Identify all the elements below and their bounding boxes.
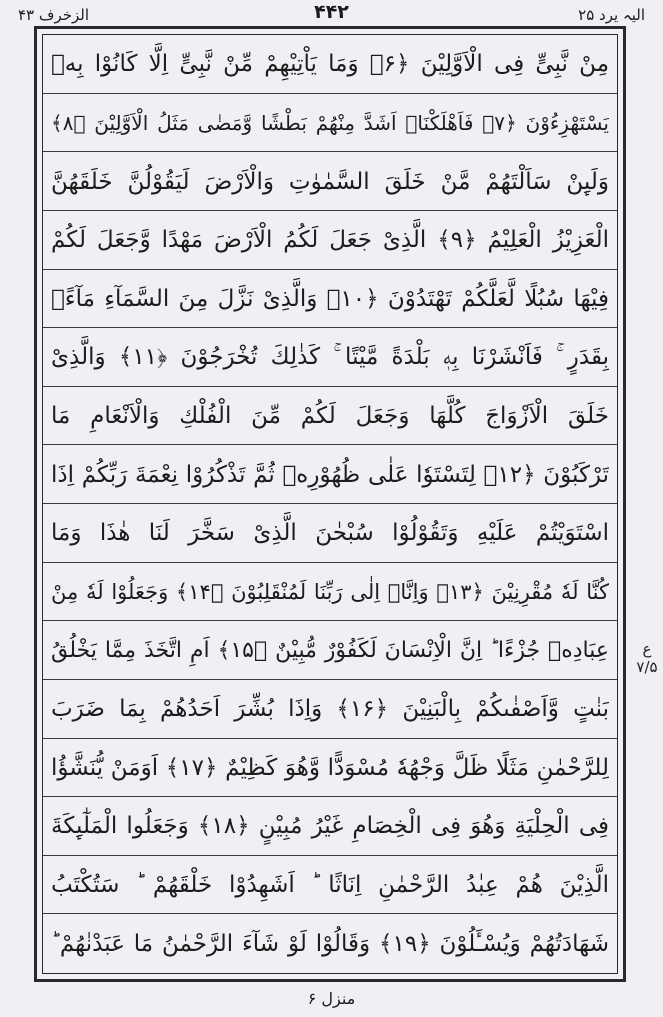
verse-line	[43, 387, 617, 446]
verse-line-text: وَلَىِٕنْ سَاَلْتَهُمْ مَّنْ خَلَقَ السَّمٰوٰتِ وَالْاَرْضَ لَیَقُوْلُنَّ خَلَقَهُنَّ	[51, 168, 609, 195]
verse-line-text: اسْتَوَیْتُمْ عَلَیْهِ وَتَقُوْلُوْا سُبْحٰنَ الَّذِیْ سَخَّرَ لَنَا هٰذَا وَمَا	[51, 520, 609, 547]
text-frame-inner	[42, 34, 618, 974]
manzil-footer: منزل ۶	[307, 989, 356, 1008]
verse-line-text: لِلرَّحْمٰنِ مَثَلًا ظَلَّ وَجْهُهٗ مُسْوَدًّا وَّهُوَ كَظِیْمٌ ﴿۱۷﴾ اَوَمَنْ یُّنَشَّؤُا	[51, 754, 609, 781]
verse-line	[43, 856, 617, 915]
page-header	[0, 2, 663, 28]
verse-line-text: یَسْتَهْزِءُوْنَ ﴿۷﴾ فَاَهْلَكْنَاۤ اَشَدَّ مِنْهُمْ بَطْشًا وَّمَضٰى مَثَلُ الْاَوَّلِیْنَ ﴿۸﴾	[51, 110, 609, 135]
verse-line-text: كُنَّا لَهٗ مُقْرِنِیْنَ ﴿۱۳﴾ وَاِنَّاۤ اِلٰى رَبِّنَا لَمُنْقَلِبُوْنَ ﴿۱۴﴾ وَجَعَلُوْا لَهٗ مِنْ	[51, 579, 609, 604]
verse-line	[43, 152, 617, 211]
verse-line	[43, 797, 617, 856]
verse-line	[43, 680, 617, 739]
verse-line-text: عِبَادِهٖ جُزْءًا ؕ اِنَّ الْاِنْسَانَ لَكَفُوْرٌ مُّبِیْنٌ ﴿۱۵﴾ اَمِ اتَّخَذَ مِمَّا یَخْلُقُ	[51, 637, 609, 663]
verse-line	[43, 504, 617, 563]
verse-lines	[43, 35, 617, 973]
verse-line	[43, 211, 617, 270]
verse-line-text: الْعَزِیْزُ الْعَلِیْمُ ﴿۹﴾ الَّذِیْ جَعَلَ لَكُمُ الْاَرْضَ مَهْدًا وَّجَعَلَ لَكُمْ	[51, 227, 609, 254]
verse-line-text: فِیْهَا سُبُلًا لَّعَلَّكُمْ تَهْتَدُوْنَ ﴿۱۰﴾ وَالَّذِیْ نَزَّلَ مِنَ السَّمَآءِ مَآءًۢ	[51, 285, 609, 312]
verse-line-text: شَهَادَتُهُمْ وَیُسْـَٔلُوْنَ ﴿۱۹﴾ وَقَالُوْا لَوْ شَآءَ الرَّحْمٰنُ مَا عَبَدْنٰهُمْ ؕ	[51, 930, 609, 957]
para-name: الیہ یرد ۲۵	[578, 6, 645, 24]
verse-line	[43, 621, 617, 680]
verse-line-text: خَلَقَ الْاَزْوَاجَ كُلَّهَا وَجَعَلَ لَكُمْ مِّنَ الْفُلْكِ وَالْاَنْعَامِ مَا	[51, 403, 609, 430]
ruku-marker: ع ۷/۵	[636, 640, 658, 676]
verse-line-text: بِقَدَرٍ ۚ فَاَنْشَرْنَا بِهٖ بَلْدَةً مَّیْتًا ۚ كَذٰلِكَ تُخْرَجُوْنَ ﴿۱۱﴾ وَالَّذِیْ	[51, 344, 609, 371]
verse-line-text: الَّذِیْنَ هُمْ عِبٰدُ الرَّحْمٰنِ اِنَاثًا ؕ اَشَهِدُوْا خَلْقَهُمْ ؕ سَتُكْتَبُ	[51, 872, 609, 899]
verse-line	[43, 739, 617, 798]
verse-line-text: بَنٰتٍ وَّاَصْفٰىكُمْ بِالْبَنِیْنَ ﴿۱۶﴾ وَاِذَا بُشِّرَ اَحَدُهُمْ بِمَا ضَرَبَ	[51, 696, 609, 723]
page-number: ۴۴۲	[314, 1, 349, 23]
verse-line	[43, 270, 617, 329]
text-frame	[34, 26, 626, 982]
verse-line	[43, 914, 617, 973]
surah-name: الزخرف ۴۳	[18, 6, 90, 24]
verse-line-text: تَرْكَبُوْنَ ﴿۱۲﴾ لِتَسْتَوٗا عَلٰى ظُهُوْرِهٖ ثُمَّ تَذْكُرُوْا نِعْمَةَ رَبِّكُمْ اِذَا	[51, 461, 609, 488]
verse-line-text: مِنْ نَّبِیٍّ فِی الْاَوَّلِیْنَ ﴿۶﴾ وَمَا یَاْتِیْهِمْ مِّنْ نَّبِیٍّ اِلَّا كَانُوْا بِهٖ	[51, 51, 609, 78]
verse-line	[43, 35, 617, 94]
verse-line	[43, 563, 617, 622]
verse-line-text: فِی الْحِلْیَةِ وَهُوَ فِی الْخِصَامِ غَیْرُ مُبِیْنٍ ﴿۱۸﴾ وَجَعَلُوا الْمَلٰٓىِٕكَةَ	[51, 813, 609, 840]
verse-line	[43, 94, 617, 153]
verse-line	[43, 445, 617, 504]
verse-line	[43, 328, 617, 387]
